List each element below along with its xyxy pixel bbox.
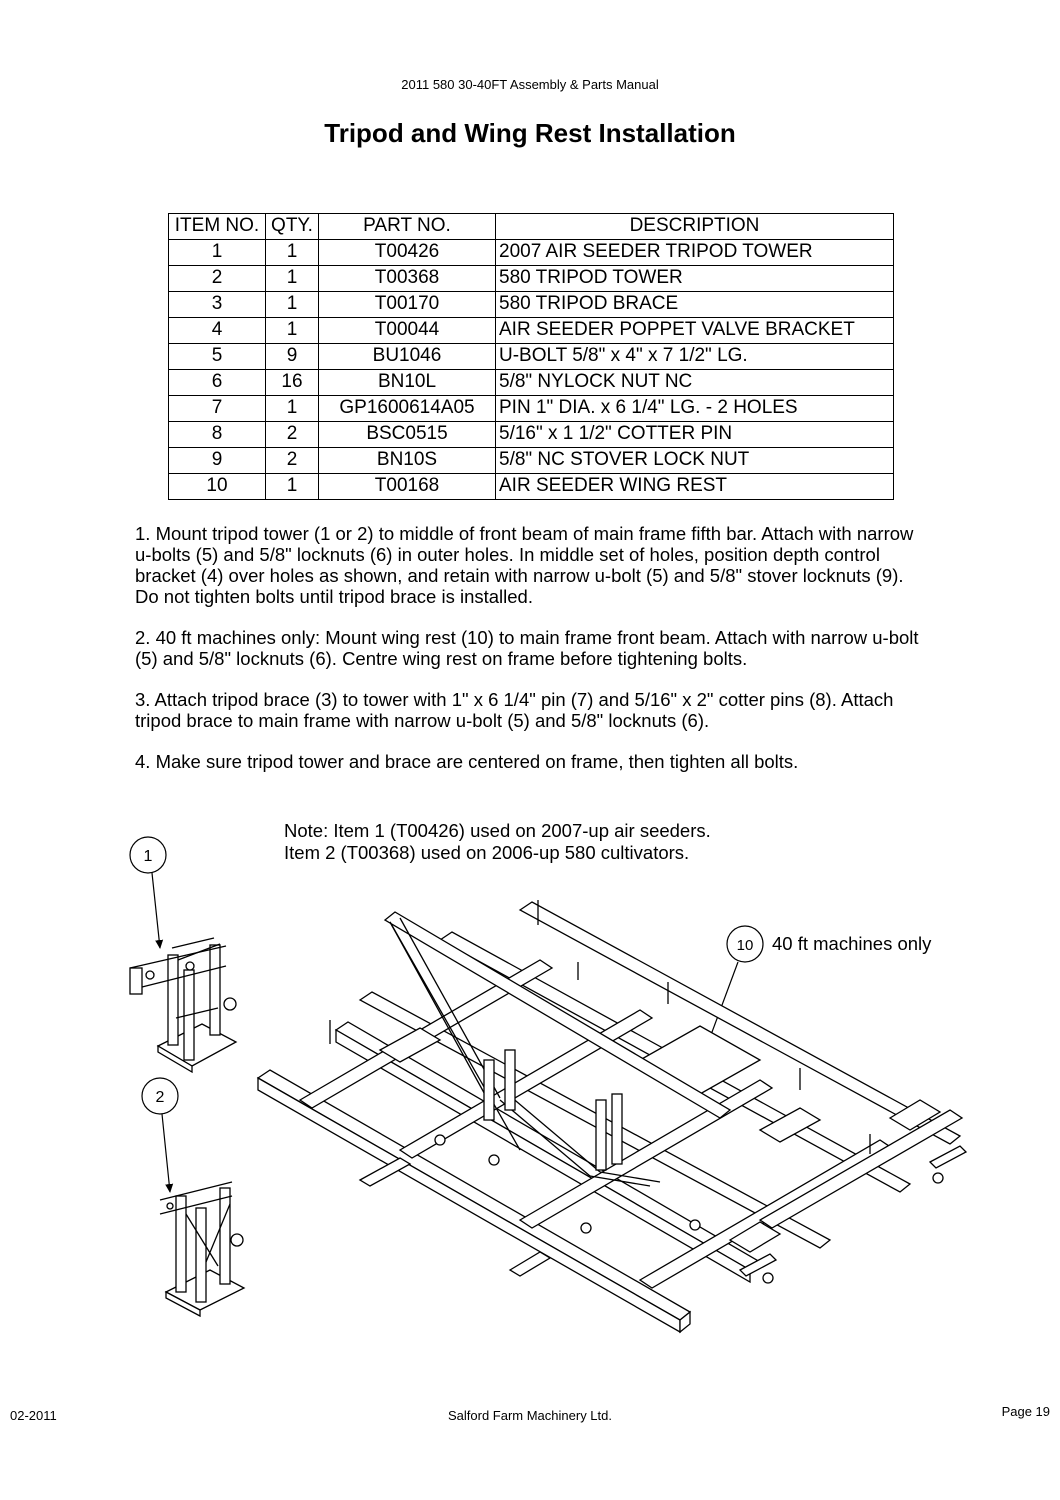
qty-cell: 1 <box>266 474 319 500</box>
part-no-cell: BN10S <box>319 448 496 474</box>
page-header: 2011 580 30-40FT Assembly & Parts Manual <box>401 77 659 92</box>
qty-cell: 2 <box>266 422 319 448</box>
qty-cell: 1 <box>266 396 319 422</box>
part-no-cell: T00426 <box>319 240 496 266</box>
instruction-step-4: 4. Make sure tripod tower and brace are centered on frame, then tighten all bolts. <box>135 751 799 772</box>
callout-2-label: 2 <box>155 1089 165 1106</box>
qty-cell: 2 <box>266 448 319 474</box>
header-description: DESCRIPTION <box>496 214 894 240</box>
item-no-cell: 4 <box>169 318 266 344</box>
part-no-cell: BSC0515 <box>319 422 496 448</box>
tripod-tower-2-drawing <box>160 1182 244 1316</box>
instruction-step-3: 3. Attach tripod brace (3) to tower with 1" x 6 1/4" pin (7) and 5/16" x 2" cotter pins (8). Attach tripod brace to main frame with narrow u-bolt (5) and 5/8" locknuts (6). <box>135 689 894 731</box>
part-no-cell: T00170 <box>319 292 496 318</box>
qty-cell: 1 <box>266 318 319 344</box>
callout-1 <box>130 837 166 948</box>
callout-10-label: 10 <box>736 937 754 954</box>
qty-cell: 16 <box>266 370 319 396</box>
main-frame-drawing <box>258 900 966 1332</box>
footer-page-number: Page 19 <box>1001 1404 1050 1419</box>
instruction-step-1: 1. Mount tripod tower (1 or 2) to middle of front beam of main frame fifth bar. Attach with narrow u-bolts (5) and 5/8" locknuts (6) in outer holes. In middle set of holes, position depth control bracket (4) over holes as shown, and retain with narrow u-bolt (5) and 5/8" stover locknuts (9). Do not tighten bolts until tripod brace is installed. <box>135 523 914 607</box>
qty-cell: 1 <box>266 266 319 292</box>
part-no-cell: T00168 <box>319 474 496 500</box>
footer-company: Salford Farm Machinery Ltd. <box>447 1408 612 1423</box>
header-item-no: ITEM NO. <box>169 214 266 240</box>
description-cell: 2007 AIR SEEDER TRIPOD TOWER <box>496 240 894 266</box>
item-no-cell: 9 <box>169 448 266 474</box>
item-no-cell: 6 <box>169 370 266 396</box>
description-cell: AIR SEEDER WING REST <box>496 474 894 500</box>
item-no-cell: 8 <box>169 422 266 448</box>
item-no-cell: 10 <box>169 474 266 500</box>
part-no-cell: BN10L <box>319 370 496 396</box>
qty-cell: 1 <box>266 240 319 266</box>
instruction-step-2: 2. 40 ft machines only: Mount wing rest (10) to main frame front beam. Attach with narrow u-bolt (5) and 5/8" locknuts (6). Centre wing rest on frame before tightening bolts. <box>135 627 919 669</box>
description-cell: U-BOLT 5/8" x 4" x 7 1/2" LG. <box>496 344 894 370</box>
description-cell: 5/8" NYLOCK NUT NC <box>496 370 894 396</box>
wing-rest-callout-text: 40 ft machines only <box>772 933 932 954</box>
callout-2 <box>142 1078 178 1192</box>
item-no-cell: 3 <box>169 292 266 318</box>
note-line-1: Note: Item 1 (T00426) used on 2007-up air seeders. <box>284 820 711 841</box>
callout-1-label: 1 <box>143 848 153 865</box>
header-part-no: PART NO. <box>319 214 496 240</box>
description-cell: PIN 1" DIA. x 6 1/4" LG. - 2 HOLES <box>496 396 894 422</box>
part-no-cell: BU1046 <box>319 344 496 370</box>
item-no-cell: 5 <box>169 344 266 370</box>
part-no-cell: GP1600614A05 <box>319 396 496 422</box>
note-line-2: Item 2 (T00368) used on 2006-up 580 cultivators. <box>284 842 690 863</box>
item-no-cell: 7 <box>169 396 266 422</box>
qty-cell: 1 <box>266 292 319 318</box>
part-no-cell: T00044 <box>319 318 496 344</box>
header-qty: QTY. <box>266 214 319 240</box>
qty-cell: 9 <box>266 344 319 370</box>
footer-date: 02-2011 <box>10 1408 57 1423</box>
description-cell: 580 TRIPOD TOWER <box>496 266 894 292</box>
description-cell: 5/8" NC STOVER LOCK NUT <box>496 448 894 474</box>
part-no-cell: T00368 <box>319 266 496 292</box>
item-no-cell: 2 <box>169 266 266 292</box>
tripod-tower-1-drawing <box>130 938 236 1072</box>
description-cell: AIR SEEDER POPPET VALVE BRACKET <box>496 318 894 344</box>
page-title: Tripod and Wing Rest Installation <box>324 118 736 148</box>
description-cell: 5/16" x 1 1/2" COTTER PIN <box>496 422 894 448</box>
item-no-cell: 1 <box>169 240 266 266</box>
description-cell: 580 TRIPOD BRACE <box>496 292 894 318</box>
